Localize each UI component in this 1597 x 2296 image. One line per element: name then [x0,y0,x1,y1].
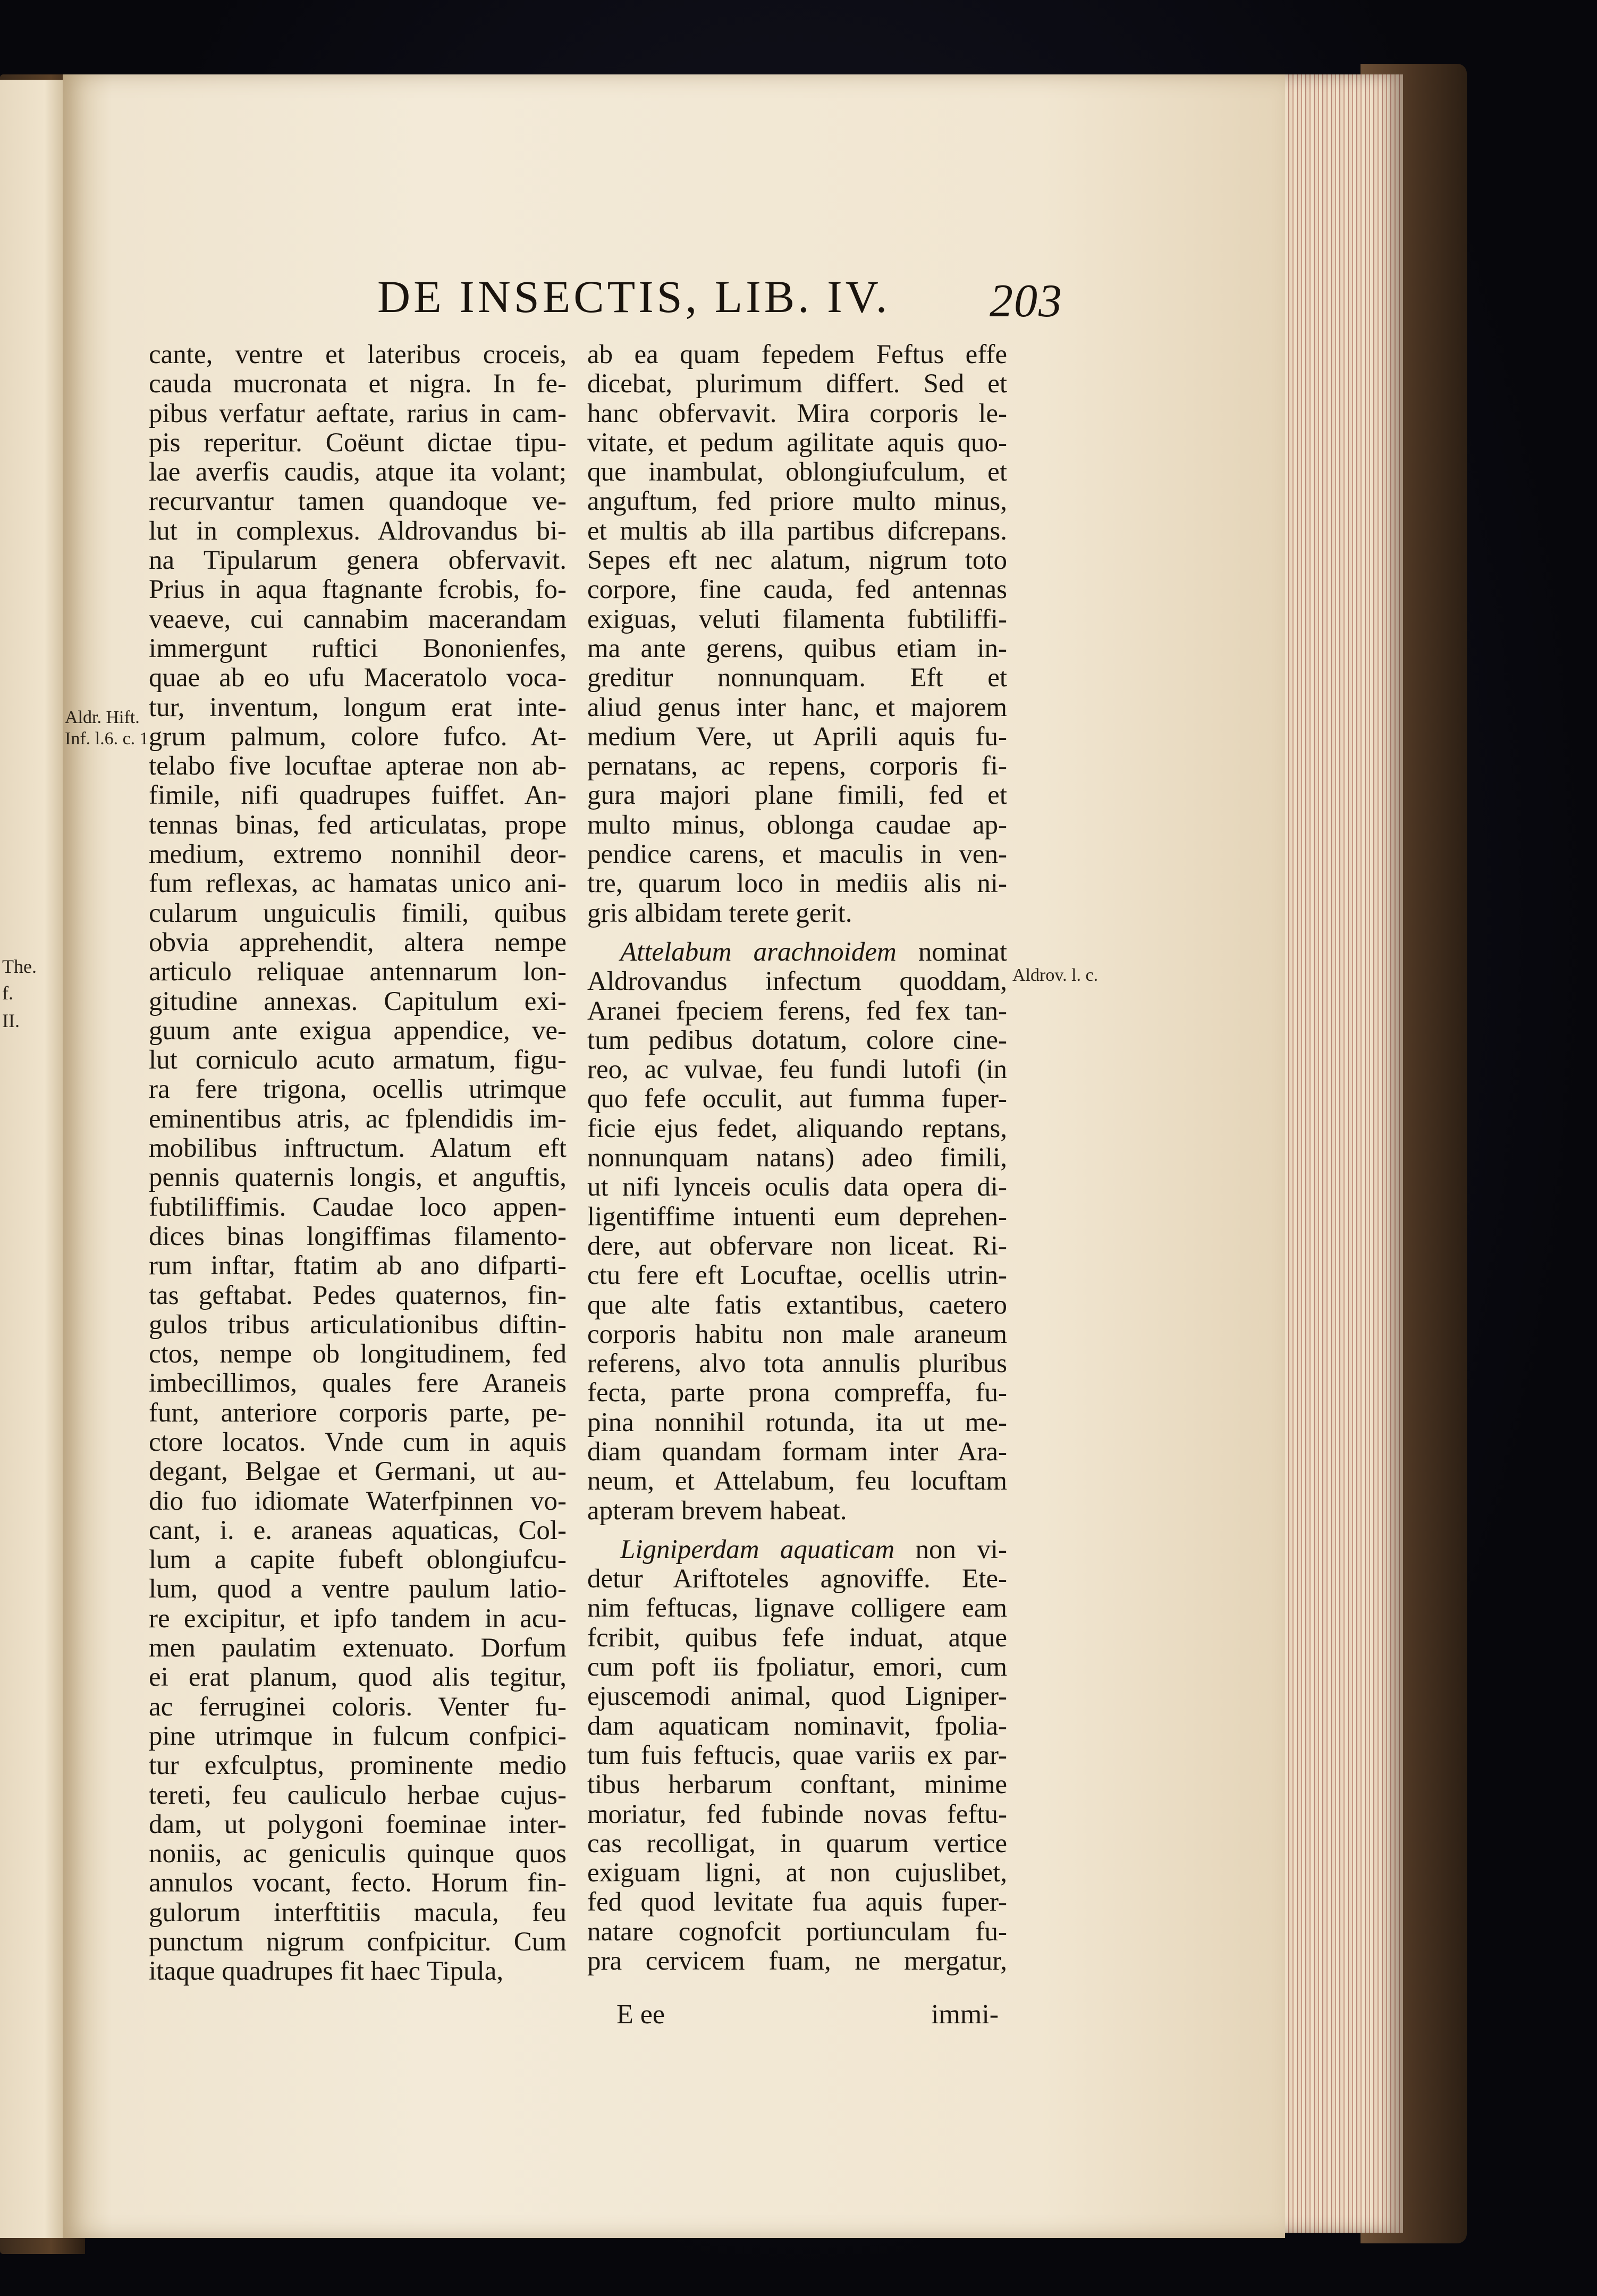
margin-note-aldr-hist [65,707,153,750]
text-line: grum palmum, colore fufco. At- [149,721,567,752]
text-line: gulorum interftitiis macula, feu [149,1897,567,1928]
text-line: na Tipularum genera obfervavit. [149,545,567,576]
text-line: quo fefe occulit, aut fumma fuper- [587,1084,1007,1114]
text-run: nominat [896,937,1007,967]
text-line: nonnunquam natans) adeo fimili, [587,1143,1007,1173]
text-line: pendice carens, et maculis in ven- [587,839,1007,870]
text-line: gitudine annexas. Capitulum exi- [149,986,567,1016]
text-line: funt, anteriore corporis parte, pe- [149,1398,567,1428]
text-line [587,1535,1007,1565]
text-line: Aldrovandus infectum quoddam, [587,966,1007,997]
text-line: recurvantur tamen quandoque ve- [149,486,567,517]
text-line: gris albidam terete gerit. [587,898,852,928]
text-line: ligentiffime intuenti eum deprehen- [587,1201,1007,1232]
text-line: pennis quaternis longis, et anguftis, [149,1163,567,1193]
text-line: dam aquaticam nominavit, fpolia- [587,1711,1007,1741]
italic-term: Attelabum arachnoidem [620,937,897,967]
text-line: natare cognofcit portiunculam fu- [587,1916,1007,1947]
left-text-column [149,340,567,1987]
text-line: gulos tribus articulationibus diftin- [149,1309,567,1340]
text-line: degant, Belgae et Germani, ut au- [149,1457,567,1487]
text-line: lum a capite fubeft oblongiufcu- [149,1545,567,1575]
text-line: cas recolligat, in quarum vertice [587,1828,1007,1858]
text-line: lae averfis caudis, atque ita volant; [149,457,567,487]
text-line: pis reperitur. Coëunt dictae tipu- [149,427,567,458]
text-line: tennas binas, fed articulatas, prope [149,810,567,840]
text-line: lut in complexus. Aldrovandus bi- [149,516,567,546]
text-line: diam quandam formam inter Ara- [587,1436,1007,1467]
text-line: multo minus, oblonga caudae ap- [587,810,1007,840]
text-line: et multis ab illa partibus difcrepans. [587,516,1007,546]
text-line: tum fuis feftucis, quae variis ex par- [587,1740,1007,1770]
text-line: dam, ut polygoni foeminae inter- [149,1809,567,1839]
signature-mark: E ee [616,1999,665,2030]
text-line: nim feftucas, lignave colligere eam [587,1593,1007,1624]
text-line: corporis habitu non male araneum [587,1319,1007,1349]
text-line: pernatans, ac repens, corporis fi- [587,751,1007,781]
text-line: corpore, fine cauda, fed antennas [587,575,1007,605]
text-line: detur Ariftoteles agnoviffe. Ete- [587,1564,1007,1594]
facing-page-fragment: II. [2,1010,20,1031]
text-line: ctore locatos. Vnde cum in aquis [149,1427,567,1457]
text-line: itaque quadrupes fit haec Tipula, [149,1956,504,1987]
text-line: re excipitur, et ipfo tandem in acu- [149,1603,567,1634]
facing-page-edge [0,80,64,2238]
text-line: tum pedibus dotatum, colore cine- [587,1025,1007,1055]
text-line: fecta, parte prona compreffa, fu- [587,1378,1007,1408]
text-line: ut nifi lynceis oculis data opera di- [587,1172,1007,1202]
text-line: obvia apprehendit, altera nempe [149,927,567,957]
text-line: vitate, et pedum agilitate aquis quo- [587,427,1007,458]
text-line: neum, et Attelabum, feu locuftam [587,1466,1007,1496]
text-line: referens, alvo tota annulis pluribus [587,1349,1007,1379]
text-line: greditur nonnunquam. Eft et [587,663,1007,693]
text-line: guum ante exigua appendice, ve- [149,1015,567,1046]
text-line: ficie ejus fedet, aliquando reptans, [587,1113,1007,1143]
text-line: ctu fere eft Locuftae, ocellis utrin- [587,1260,1007,1291]
text-line: exiguas, veluti filamenta fubtiliffi- [587,604,1007,634]
paragraph-gap [587,1526,1007,1535]
page-header [314,270,1063,329]
text-line: ejuscemodi animal, quod Ligniper- [587,1681,1007,1712]
text-line: apteram brevem habeat. [587,1495,847,1526]
text-line: moriatur, fed fubinde novas feftu- [587,1799,1007,1829]
text-line: Prius in aqua ftagnante fcrobis, fo- [149,575,567,605]
italic-term: Ligniperdam aquaticam [620,1534,895,1565]
text-line: Sepes eft nec alatum, nigrum toto [587,545,1007,576]
page-number: 203 [990,275,1063,327]
text-line: quae ab eo ufu Maceratolo voca- [149,663,567,693]
margin-note-line: Aldr. Hift. [65,708,140,727]
text-line: ctos, nempe ob longitudinem, fed [149,1339,567,1369]
text-line: cant, i. e. araneas aquaticas, Col- [149,1515,567,1545]
text-line: noniis, ac geniculis quinque quos [149,1839,567,1869]
text-line: tereti, feu cauliculo herbae cujus- [149,1780,567,1810]
text-run: non vi- [894,1534,1007,1565]
text-line: pina nonnihil rotunda, ita ut me- [587,1407,1007,1437]
facing-page-fragment: The. [2,956,37,977]
text-line: gura majori plane fimili, fed et [587,780,1007,811]
text-line: tibus herbarum conftant, minime [587,1770,1007,1800]
text-line: ei erat planum, quod alis tegitur, [149,1662,567,1693]
text-line: cauda mucronata et nigra. In fe- [149,369,567,399]
right-text-column [587,340,1007,1976]
text-line: cularum unguiculis fimili, quibus [149,898,567,928]
facing-page-fragment: f. [2,982,13,1004]
text-line: articulo reliquae antennarum lon- [149,957,567,987]
running-head: DE INSECTIS, LIB. IV. [377,271,891,322]
text-line: fimile, nifi quadrupes fuiffet. An- [149,780,567,811]
margin-note-line: Inf. l.6. c. 1. [65,729,154,748]
text-line: tur, inventum, longum erat inte- [149,692,567,722]
text-line: dicebat, plurimum differt. Sed et [587,369,1007,399]
page-edges [1281,74,1403,2233]
bleed-through-text [1084,1212,1089,1232]
text-line: pibus verfatur aeftate, rarius in cam- [149,398,567,428]
text-line: cante, ventre et lateribus croceis, [149,340,567,369]
text-line [587,938,1007,967]
text-line: aliud genus inter hanc, et majorem [587,692,1007,722]
text-line: ab ea quam fepedem Feftus effe [587,340,1007,369]
text-line: ra fere trigona, ocellis utrimque [149,1074,567,1105]
text-line: punctum nigrum confpicitur. Cum [149,1927,567,1957]
text-line: men paulatim extenuato. Dorfum [149,1633,567,1663]
text-line: pra cervicem fuam, ne mergatur, [587,1946,1007,1977]
margin-note-aldrov: Aldrov. l. c. [1012,965,1099,985]
text-line: imbecillimos, quales fere Araneis [149,1368,567,1399]
text-line: ma ante gerens, quibus etiam in- [587,633,1007,663]
text-line: Aranei fpeciem ferens, fed fex tan- [587,996,1007,1026]
text-line: eminentibus atris, ac fplendidis im- [149,1104,567,1134]
text-line: medium, extremo nonnihil deor- [149,839,567,870]
catchword: immi- [931,1999,999,2030]
text-line: ac ferruginei coloris. Venter fu- [149,1692,567,1722]
text-line: pine utrimque in fulcum confpici- [149,1721,567,1751]
text-line: lut corniculo acuto armatum, figu- [149,1045,567,1075]
paragraph-gap [587,928,1007,938]
text-line: dio fuo idiomate Waterfpinnen vo- [149,1486,567,1516]
text-line: veaeve, cui cannabim macerandam [149,604,567,634]
text-line: fum reflexas, ac hamatas unico ani- [149,869,567,899]
text-line: lum, quod a ventre paulum latio- [149,1574,567,1604]
text-line: hanc obfervavit. Mira corporis le- [587,398,1007,428]
text-line: medium Vere, ut Aprili aquis fu- [587,721,1007,752]
text-line: fcribit, quibus fefe induat, atque [587,1622,1007,1653]
text-line: que alte fatis extantibus, caetero [587,1290,1007,1320]
text-line: reo, ac vulvae, feu fundi lutofi (in [587,1055,1007,1085]
text-line: anguftum, fed priore multo minus, [587,486,1007,517]
text-line: tas geftabat. Pedes quaternos, fin- [149,1280,567,1310]
text-line: fed quod levitate fua aquis fuper- [587,1887,1007,1917]
text-line: tur exfculptus, prominente medio [149,1751,567,1781]
text-line: rum inftar, ftatim ab ano difparti- [149,1251,567,1281]
text-line: telabo five locuftae apterae non ab- [149,751,567,781]
text-line: mobilibus inftructum. Alatum eft [149,1133,567,1164]
text-line: annulos vocant, fecto. Horum fin- [149,1868,567,1898]
text-line: cum poft iis fpoliatur, emori, cum [587,1652,1007,1683]
text-line: dere, aut obfervare non liceat. Ri- [587,1231,1007,1261]
text-line: immergunt ruftici Bononienfes, [149,633,567,663]
text-line: exiguam ligni, at non cujuslibet, [587,1858,1007,1888]
text-line: tre, quarum loco in mediis alis ni- [587,869,1007,899]
text-line: fubtiliffimis. Caudae loco appen- [149,1192,567,1222]
text-line: que inambulat, oblongiufculum, et [587,457,1007,487]
text-line: dices binas longiffimas filamento- [149,1221,567,1251]
